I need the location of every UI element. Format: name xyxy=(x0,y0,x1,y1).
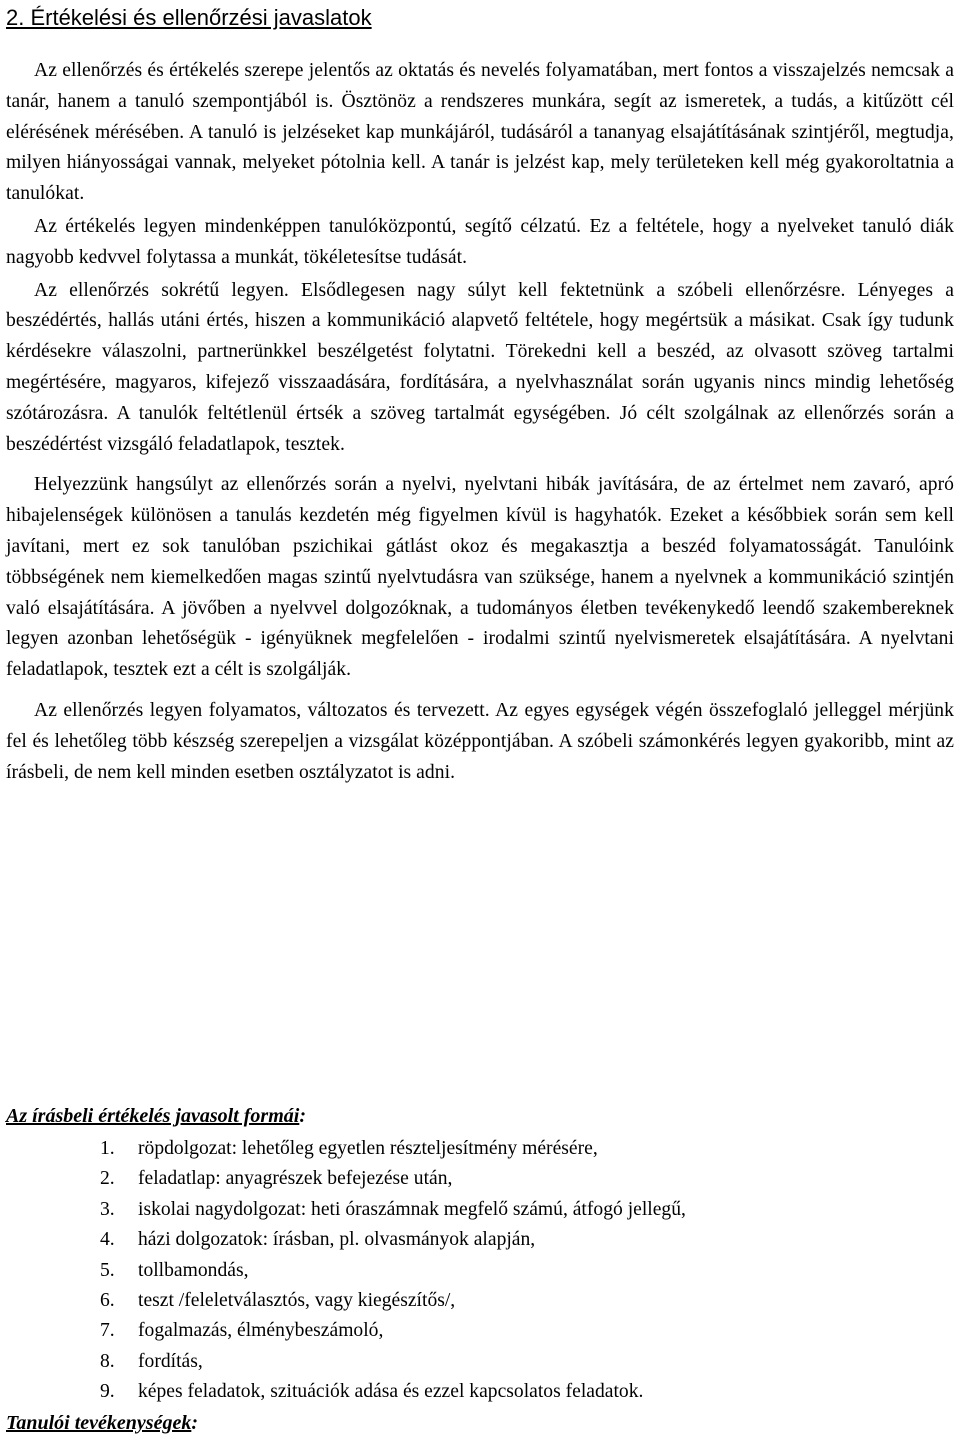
list-item xyxy=(100,1256,686,1286)
list-item xyxy=(100,1286,686,1316)
forms-heading-colon: : xyxy=(299,1105,306,1127)
list-item-text: tollbamondás, xyxy=(138,1259,249,1281)
list-item-number: 6. xyxy=(100,1290,115,1312)
list-item-text: iskolai nagydolgozat: heti óraszámnak megfelő számú, átfogó jellegű, xyxy=(138,1198,686,1220)
list-item-number: 9. xyxy=(100,1381,115,1403)
list-item xyxy=(100,1347,686,1377)
list-item-text: házi dolgozatok: írásban, pl. olvasmányok alapján, xyxy=(138,1229,536,1251)
forms-list xyxy=(100,1134,686,1408)
list-item-number: 5. xyxy=(100,1259,115,1281)
list-item xyxy=(100,1195,686,1225)
list-item xyxy=(100,1316,686,1346)
list-item-number: 8. xyxy=(100,1350,115,1372)
body-text xyxy=(6,56,954,794)
paragraph: Az ellenőrzés sokrétű legyen. Elsődlegesen nagy súlyt kell fektetnünk a szóbeli ellenőrzésre. Lényeges a beszédértés, hallás utáni értés, hiszen a kommunikáció alapvető feltétele, hogy megértsük a másikat. Csak így tudunk kérdésekre válaszolni, partnerünkkel beszélgetést folytatni. Törekedni kell a beszéd, az olvasott szöveg tartalmi megértésére, magyaros, kifejező visszaadására, fordítására, a nyelvhasználat során ugyanis nincs mindig lehetőség szótározásra. A tanulók feltétlenül értsék a szöveg tartalmát egységében. Jó célt szolgálnak az ellenőrzés során a beszédértést vizsgáló feladatlapok, tesztek. xyxy=(6,279,954,455)
list-item-number: 4. xyxy=(100,1229,115,1251)
activities-heading-label: Tanulói tevékenységek xyxy=(6,1412,192,1434)
paragraph: Az ellenőrzés legyen folyamatos, változatos és tervezett. Az egyes egységek végén összefoglaló jelleggel mérjünk fel és lehetőleg több készség szerepeljen a vizsgálat középpontjában. A szóbeli számonkérés legyen gyakoribb, mint az írásbeli, de nem kell minden esetben osztályzatot is adni. xyxy=(6,699,954,783)
forms-heading xyxy=(6,1103,306,1129)
list-item-number: 1. xyxy=(100,1138,115,1159)
paragraph: Az értékelés legyen mindenképpen tanulóközpontú, segítő célzatú. Ez a feltétele, hogy a nyelveket tanuló diák nagyobb kedvvel folytassa a munkát, tökéletesítse tudását. xyxy=(6,215,954,268)
paragraph: Helyezzünk hangsúlyt az ellenőrzés során a nyelvi, nyelvtani hibák javítására, de az értelmet nem zavaró, apró hibajelenségek különösen a tanulás kezdetén még figyelmen kívül is hagyhatók. Ezeket a későbbiek során sem kell javítani, mert ez sok tanulóban pszichikai gátlást okoz és megakasztja a beszéd folyamatosságát. Tanulóink többségének nem kiemelkedően magas szintű nyelvtudásra van szüksége, hanem a nyelvnek a kommunikáció szintjén való elsajátítására. A jövőben a nyelvvel dolgozóknak, a tudományos életben tevékenykedő leendő szakembereknek legyen azonban lehetőségük - igényüknek megfelelően - irodalmi szintű nyelvismeretek elsajátítására. A nyelvtani feladatlapok, tesztek ezt a célt is szolgálják. xyxy=(6,474,954,681)
list-item-number: 7. xyxy=(100,1320,115,1342)
list-item xyxy=(100,1164,686,1194)
list-item-text: fogalmazás, élménybeszámoló, xyxy=(138,1320,384,1342)
list-item-text: képes feladatok, szituációk adása és ezzel kapcsolatos feladatok. xyxy=(138,1381,644,1403)
section-heading: 2. Értékelési és ellenőrzési javaslatok xyxy=(6,5,372,30)
list-item xyxy=(100,1134,686,1164)
list-item-text: röpdolgozat: lehetőleg egyetlen részteljesítmény mérésére, xyxy=(138,1138,598,1159)
list-item-text: feladatlap: anyagrészek befejezése után, xyxy=(138,1168,453,1190)
activities-heading xyxy=(6,1410,198,1436)
list-item xyxy=(100,1225,686,1255)
list-item xyxy=(100,1377,686,1407)
activities-heading-colon: : xyxy=(191,1412,199,1434)
list-item-number: 2. xyxy=(100,1168,115,1190)
list-item-text: teszt /feleletválasztós, vagy kiegészítős/, xyxy=(138,1290,456,1312)
list-item-text: fordítás, xyxy=(138,1350,203,1372)
list-item-number: 3. xyxy=(100,1198,115,1220)
paragraph: Az ellenőrzés és értékelés szerepe jelentős az oktatás és nevelés folyamatában, mert fontos a visszajelzés nemcsak a tanár, hanem a tanuló szempontjából is. Ösztönöz a rendszeres munkára, segít az ismeretek, a tudás, a kitűzött cél elérésének mérésében. A tanuló is jelzéseket kap munkájáról, tudásáról a tananyag elsajátításának szintjéről, megtudja, milyen hiányosságai vannak, melyeket pótolnia kell. A tanár is jelzést kap, mely területeken kell még gyakoroltatnia a tanulókat. xyxy=(6,60,954,205)
forms-heading-label: Az írásbeli értékelés javasolt formái xyxy=(6,1105,300,1127)
